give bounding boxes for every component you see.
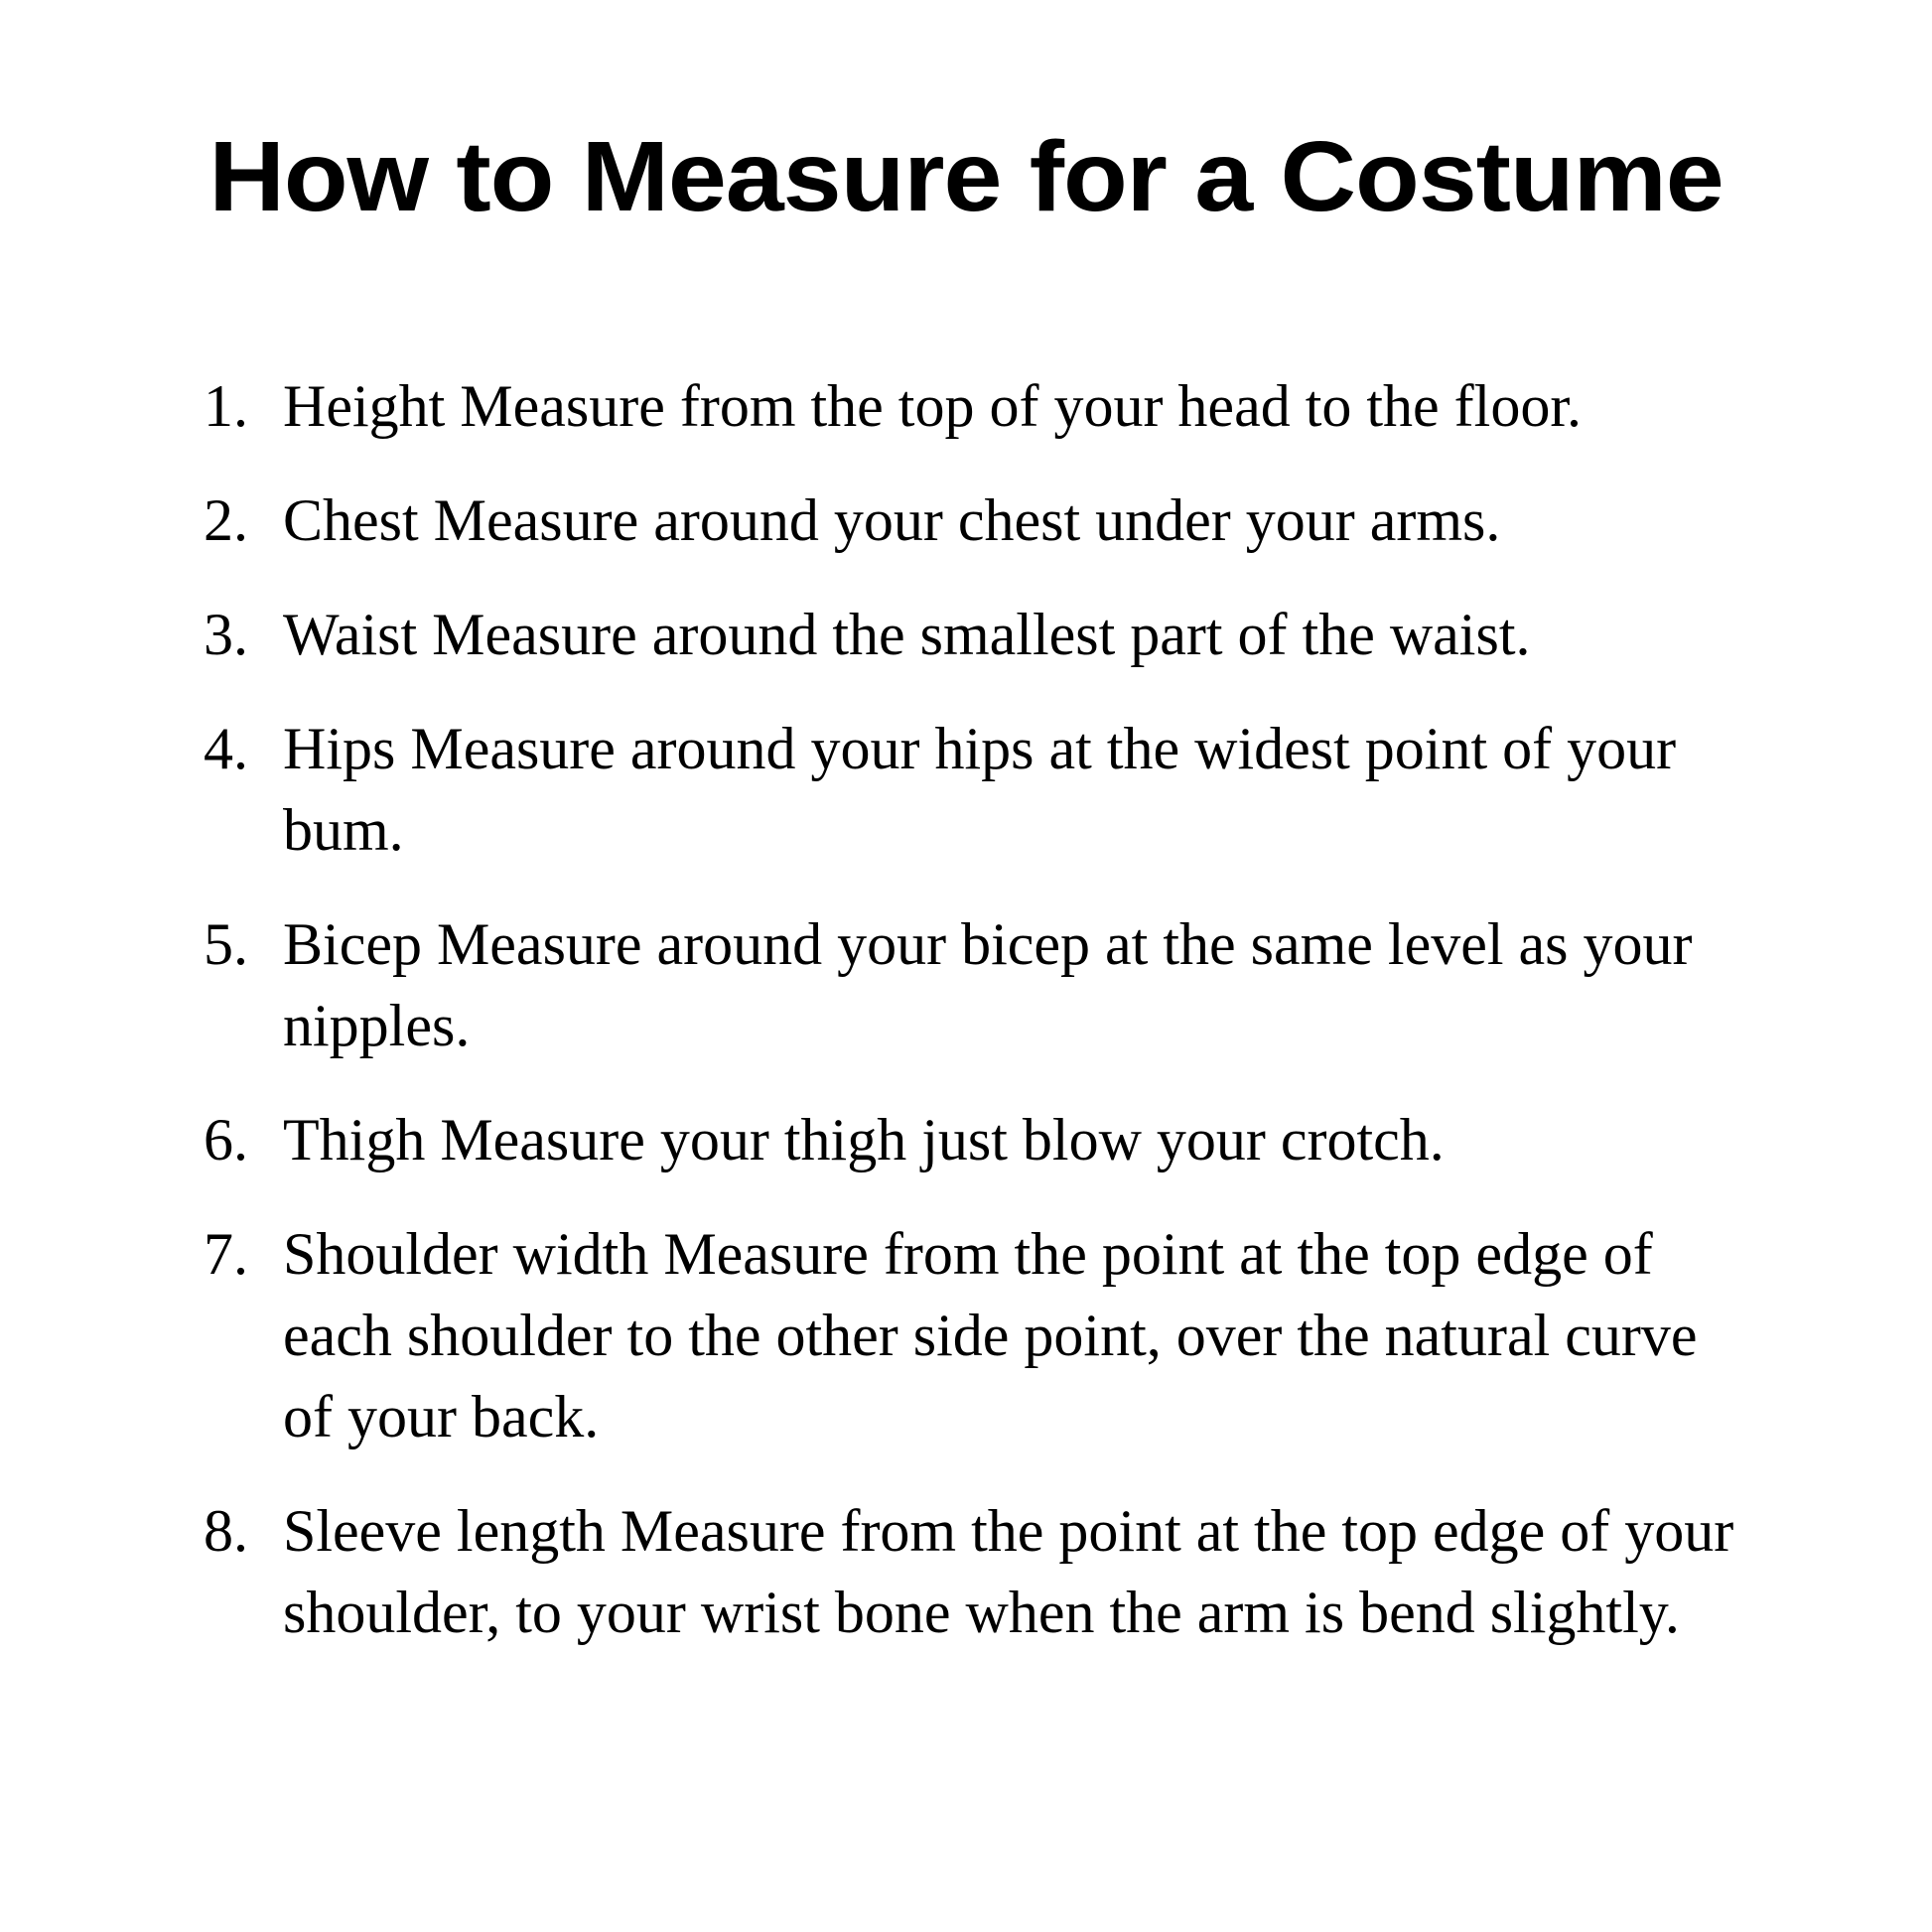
step-number: 8.	[204, 1498, 248, 1564]
step-text: Chest Measure around your chest under your arms.	[283, 487, 1501, 553]
step-bicep	[204, 903, 1752, 1066]
step-waist	[204, 594, 1752, 675]
step-text: Waist Measure around the smallest part of the waist.	[283, 602, 1531, 667]
step-text: Height Measure from the top of your head to the floor.	[283, 373, 1582, 439]
step-number: 1.	[204, 373, 248, 439]
step-text: Thigh Measure your thigh just blow your crotch.	[283, 1107, 1445, 1173]
step-text: Hips Measure around your hips at the widest point of your bum.	[283, 716, 1677, 863]
step-text: Shoulder width Measure from the point at the top edge of each shoulder to the other side point, over the natural curve of your back.	[283, 1221, 1698, 1449]
step-number: 4.	[204, 716, 248, 781]
measurement-steps-list	[204, 365, 1752, 1686]
step-number: 3.	[204, 602, 248, 667]
step-number: 5.	[204, 911, 248, 977]
page-title: How to Measure for a Costume	[208, 121, 1724, 232]
step-number: 7.	[204, 1221, 248, 1287]
step-shoulder-width	[204, 1213, 1752, 1457]
step-chest	[204, 480, 1752, 561]
step-sleeve-length	[204, 1490, 1752, 1653]
step-hips	[204, 708, 1752, 871]
step-text: Sleeve length Measure from the point at the top edge of your shoulder, to your wrist bone when the arm is bend slightly.	[283, 1498, 1734, 1645]
step-thigh	[204, 1099, 1752, 1180]
step-number: 6.	[204, 1107, 248, 1173]
step-text: Bicep Measure around your bicep at the same level as your nipples.	[283, 911, 1693, 1058]
step-height	[204, 365, 1752, 447]
step-number: 2.	[204, 487, 248, 553]
